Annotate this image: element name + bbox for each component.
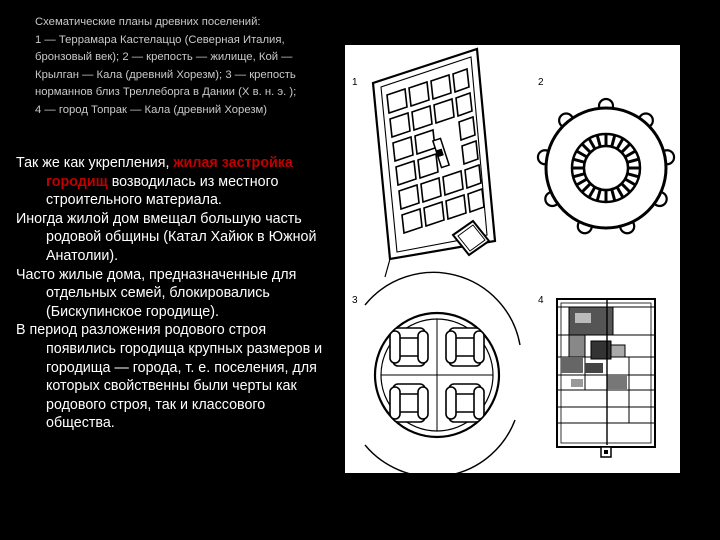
caption-line: 4 — город Топрак — Кала (древний Хорезм) (35, 103, 268, 116)
longhouse-group (390, 328, 428, 366)
figure-caption (35, 14, 340, 120)
paragraph-2: Иногда жилой дом вмещал большую часть родовой общины (Катал Хайюк в Южной Анатолии). (16, 210, 317, 264)
longhouse-group (390, 384, 428, 422)
settlement-plans-figure (345, 45, 680, 473)
caption-line: норманнов близ Треллеборга в Дании (X в. н. э. ); (35, 86, 297, 99)
plan-label-3: 3 (352, 295, 358, 306)
plan-3-trelleborg (352, 272, 520, 473)
plan-1-terramara (352, 49, 495, 277)
paragraph-3: Часто жилые дома, предназначенные для отдельных семей, блокировались (Бискупинское городище). (16, 266, 297, 320)
caption-line: 1 — Террамара Кастелаццо (Северная Италия, (35, 33, 285, 46)
paragraph-1 (16, 154, 334, 210)
highlighted-term: жилая застройка городищ (46, 155, 293, 190)
longhouse-group (446, 328, 484, 366)
plan-label-2: 2 (538, 77, 544, 88)
longhouse-group (446, 384, 484, 422)
caption-line: бронзовый век); 2 — крепость — жилище, Кой — (35, 51, 293, 64)
body-text (16, 154, 334, 433)
plan-label-1: 1 (352, 77, 358, 88)
p1-before: Так же как укрепления, (16, 155, 174, 171)
caption-line: Схематические планы древних поселений: (35, 16, 261, 28)
paragraph-4: В период разложения родового строя появились городища крупных размеров и городища — города, т. е. поселения, для которых свойственны были черты как родового строя, так и классового общества. (16, 322, 323, 432)
plan-4-toprak-kala (538, 295, 655, 457)
p1-after: возводилась из местного строительного материала. (46, 173, 279, 209)
plan-label-4: 4 (538, 295, 544, 306)
plan-2-koi-krylgan-kala (538, 77, 674, 233)
caption-line: Крылган — Кала (древний Хорезм); 3 — крепость (35, 68, 296, 81)
